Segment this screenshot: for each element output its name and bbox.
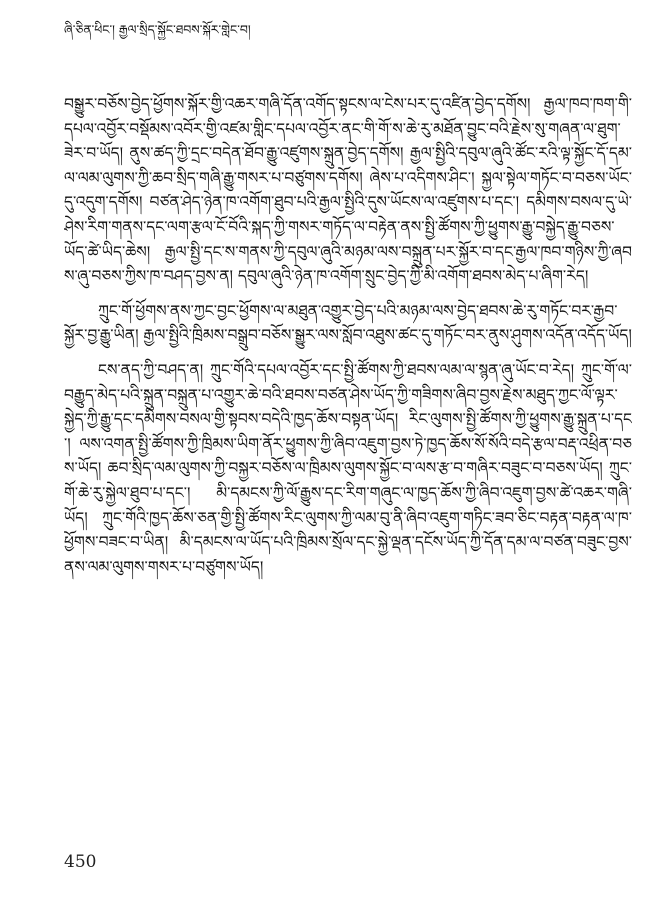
paragraph-2: ཀྲུང་གོ་ཕྱོགས་ནས་ཀྱང་བྱང་ཕྱོགས་ལ་མཐུན་འགྱུར་བྱེད་པའི་མཉམ་ལས་བྱེད་ཐབས་ཆེ་རུ་གཏོང་བར་རྒྱབ་སྐྱོར་བྱ་རྒྱུ་ཡིན། རྒྱལ་སྤྱིའི་ཁྲིམས་བསྒྲུབ་བཅོས་སྒྱུར་ལས་སློབ་འཐུས་ཚང་དུ་གཏོང་བར་ནུས་ཤུགས་འདོན་འདོད་ཡོད། [64,301,632,345]
page-number: 450 [64,852,97,872]
paragraph-3: ངས་ནད་ཀྱི་བཤད་ན། ཀྲུང་གོའི་དཔལ་འབྱོར་དང་སྤྱི་ཚོགས་ཀྱི་ཐབས་ལམ་ལ་སྙན་ཞུ་ཡོང་བ་རེད། ཀྲུང་གོ་ལ་བརྒྱུད་མེད་པའི་སྐྲུན་བསྐྲུན་པ་འགྱུར་ཆེ་བའི་ཐབས་བཙན་ཤེས་ཡོད་ཀྱི་གཟིགས་ཞིབ་བྱས་རྗེས་མཐུད་ཀྱང་ལོ་ལྟར་སྐྱེད་ཀྱི་རྒྱུ་དང་དམིགས་བསལ་གྱི་སྟབས་བདེའི་ཁྱད་ཆོས་བསྟན་ཡོད། རིང་ལུགས་སྤྱི་ཚོགས་ཀྱི་ཕྱུགས་རྒྱུ་སྐྲུན་པ་དང་། ལས་འགན་སྤྱི་ཚོགས་ཀྱི་ཁྲིམས་ཡིག་ནོར་ཕྱུགས་ཀྱི་ཞིབ་འཇུག་བྱས་ཏེ་ཁྱད་ཆོས་སོ་སོའི་བདེ་རྩལ་བརྡ་འཕྲིན་བཅས་ཡོད། ཆབ་སྲིད་ལམ་ལུགས་ཀྱི་བསྐྱར་བཅོས་ལ་ཁྲིམས་ལུགས་སྐྱོང་བ་ལས་རྩ་བ་གཞིར་བཟུང་བ་བཅས་ཡོད། ཀྲུང་གོ་ཆེ་རུ་སྐྱེལ་ཐུབ་པ་དང་། མི་དམངས་ཀྱི་ལོ་རྒྱུས་དང་རིག་གཞུང་ལ་ཁྱད་ཆོས་ཀྱི་ཞིབ་འཇུག་བྱས་ཚེ་འཆར་གཞི་ཡོད། ཀྲུང་གོའི་ཁྱད་ཆོས་ཅན་གྱི་སྤྱི་ཚོགས་རིང་ལུགས་ཀྱི་ལམ་བུ་ནི་ཞིབ་འཇུག་གཏིང་ཟབ་ཅིང་བརྟན་བརྟན་ལ་ཁ་ཕྱོགས་བཟང་བ་ཡིན། མི་དམངས་ལ་ཡོད་པའི་ཁྲིམས་སྲོལ་དང་སྐྱེ་ལྡན་དངོས་ཡོད་ཀྱི་དོན་དམ་ལ་བཙན་བཟུང་བྱས་ནས་ལམ་ལུགས་གསར་པ་བཙུགས་ཡོད། [64,360,632,576]
running-header: ཞི་ཅིན་ཕིང་། རྒྱལ་སྲིད་སྐྱོང་ཐབས་སྐོར་གླེང་བ། [64,22,251,37]
paragraph-1: བསྒྱུར་བཅོས་བྱེད་ཕྱོགས་སྐོར་གྱི་འཆར་གཞི་དོན་འགོད་སྟངས་ལ་ངེས་པར་དུ་འཛིན་བྱེད་དགོས། རྒྱལ་ཁབ་ཁག་གི་དཔལ་འབྱོར་བསྡོམས་འབོར་གྱི་འཛམ་གླིང་དཔལ་འབྱོར་ནང་གི་གོ་ས་ཆེ་རུ་མཐོན་བྱུང་བའི་རྗེས་སུ་གཞན་ལ་ཐུག་ཟེར་བ་ཡོད། ནུས་ཚད་ཀྱི་དྲང་བདེན་ཐོབ་རྒྱུ་འཛུགས་སྐྲུན་བྱེད་དགོས། རྒྱལ་སྤྱིའི་དབུལ་ཞུའི་ཚོང་རའི་ལྟ་སྐྱོང་དོ་དམ་ལ་ལམ་ལུགས་ཀྱི་ཆབ་སྲིད་གཞི་རྒྱུ་གསར་པ་བཙུགས་དགོས། ཞེས་པ་འདིགས་ཤིང་། སྐྱལ་སྟེལ་གཏོང་བ་བཅས་ཡོང་དུ་འདུག་དགོས། བཙན་ཤེད་ཉེན་ཁ་འགོག་ཐུབ་པའི་རྒྱལ་སྤྱིའི་དུས་ཡོངས་ལ་འཛུགས་པ་དང་། དམིགས་བསལ་དུ་ཡེ་ཤེས་རིག་གནས་དང་ལག་རྩལ་ངོ་བོའི་སྐད་ཀྱི་གསར་གཏོད་ལ་བརྟེན་ནས་སྤྱི་ཚོགས་ཀྱི་ཕྱུགས་རྒྱུ་བསྐྱེད་རྒྱུ་བཅས་ཡོད་ཚེ་ཡིད་ཆེས། རྒྱལ་སྤྱི་དང་ས་གནས་ཀྱི་དབུལ་ཞུའི་མཉམ་ལས་བསྐྲུན་པར་སྐྱོར་བ་དང་རྒྱལ་ཁབ་གཉིས་ཀྱི་ཞབས་ཞུ་བཅས་ཀྱིས་ཁ་བཤད་བྱས་ན། དབུལ་ཞུའི་ཉེན་ཁ་འགོག་སྲུང་བྱེད་ཀྱི་མི་འགོག་ཐབས་མེད་པ་ཞིག་རེད། [64,95,632,286]
body-text [64,92,632,840]
